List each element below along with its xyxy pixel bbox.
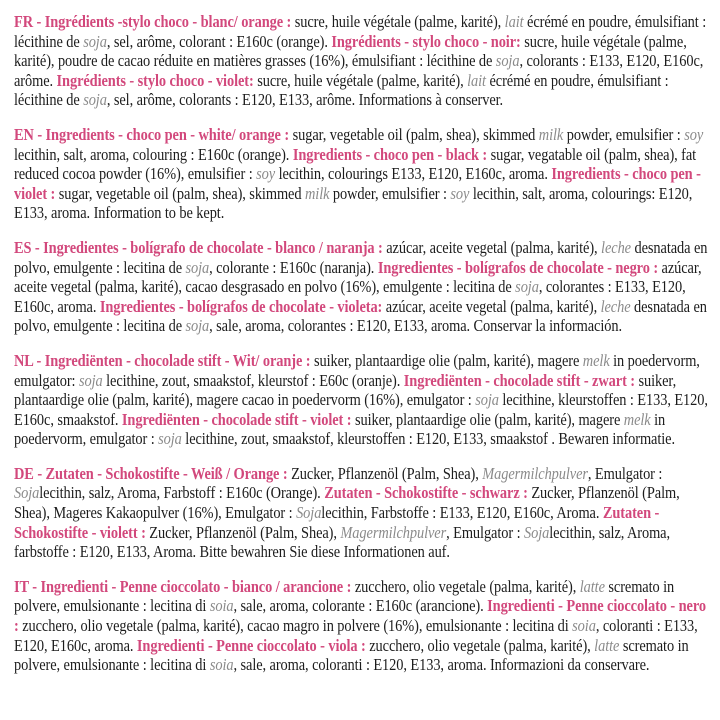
- ingredients-label: [14, 12, 708, 690]
- allergen-text: soja: [495, 51, 520, 71]
- ingredient-text: lecithine, kleurstoffen : E133, E120, E160c, smaakstof.: [14, 390, 708, 429]
- ingredient-text: lecithin, salt, aroma, colourings: E120, E133, aroma. Information to be kept.: [14, 183, 693, 223]
- ingredients-section-es: [14, 238, 708, 336]
- section-header-text: ES - Ingredientes - bolígrafo de chocolate - blanco / naranja :: [14, 237, 387, 257]
- section-header-text: Zutaten - Schokostifte - schwarz :: [324, 483, 532, 503]
- ingredient-text: sucre, huile végétale (palme, karité),: [294, 12, 505, 31]
- allergen-text: milk: [304, 183, 330, 203]
- ingredient-text: zucchero, olio vegetale (palma, karité),: [354, 576, 580, 596]
- allergen-text: soja: [83, 31, 107, 51]
- allergen-text: leche: [600, 296, 631, 316]
- ingredients-section-de: [14, 464, 708, 562]
- allergen-text: soja: [475, 390, 499, 410]
- allergen-text: soy: [256, 164, 276, 184]
- ingredient-text: desnatada en polvo, emulgente : lecitina de: [14, 296, 707, 336]
- section-header-text: Zutaten - Schokostifte - violett :: [14, 503, 660, 542]
- ingredient-text: , sale, aroma, colorantes : E120, E133, aroma. Conservar la información.: [209, 316, 622, 336]
- section-header-text: Ingredients - choco pen - black :: [292, 144, 491, 164]
- allergen-text: soia: [209, 655, 234, 675]
- ingredient-text: Zucker, Pflanzenöl (Palm, Shea),: [149, 522, 341, 542]
- section-header-text: Ingredienti - Penne cioccolato - viola :: [136, 635, 370, 655]
- ingredient-text: , coloranti : E133, E120, E160c, aroma.: [14, 616, 698, 655]
- ingredient-text: sugar, vegetable oil (palm, shea), skimmed: [292, 124, 539, 144]
- ingredient-text: lecithine, zout, smaakstof, kleurstof : E60c (oranje).: [102, 370, 404, 390]
- ingredient-text: , colorants : E133, E120, E160c, arôme.: [14, 51, 704, 90]
- ingredient-text: sucre, huile végétale (palme, karité),: [257, 70, 468, 90]
- allergen-text: lait: [467, 70, 486, 90]
- allergen-text: melk: [623, 409, 651, 429]
- allergen-text: lait: [504, 12, 524, 31]
- allergen-text: soja: [78, 370, 103, 390]
- allergen-text: latte: [579, 576, 605, 596]
- ingredient-text: desnatada en polvo, emulgente : lecitina de: [14, 237, 708, 277]
- allergen-text: soja: [515, 277, 539, 297]
- allergen-text: soy: [684, 124, 704, 144]
- ingredient-text: , sel, arôme, colorant : E160c (orange).: [106, 31, 332, 51]
- allergen-text: melk: [582, 350, 610, 370]
- allergen-text: soy: [450, 183, 470, 203]
- ingredient-text: sugar, vegatable oil (palm, shea), fat reduced cocoa powder (16%), emulsifier :: [14, 144, 697, 184]
- allergen-text: Magermilchpulver: [482, 463, 588, 483]
- ingredient-text: scremato in polvere, emulsionante : lecitina di: [14, 635, 689, 675]
- allergen-text: soia: [572, 616, 596, 636]
- section-header-text: Ingredienti - Penne cioccolato - nero :: [14, 596, 706, 636]
- ingredient-text: powder, emulsifier :: [329, 183, 451, 203]
- section-header-text: Ingrédients - stylo choco - violet:: [56, 70, 258, 90]
- ingredients-section-it: [14, 577, 708, 675]
- ingredient-text: , sel, arôme, colorants : E120, E133, arôme. Informations à conserver.: [106, 90, 504, 110]
- ingredient-text: , sale, aroma, coloranti : E120, E133, aroma. Informazioni da conservare.: [233, 655, 650, 675]
- ingredient-text: powder, emulsifier :: [563, 124, 685, 144]
- section-header-text: DE - Zutaten - Schokostifte - Weiß / Orange :: [14, 463, 292, 483]
- ingredient-text: , sale, aroma, colorante : E160c (arancione).: [233, 596, 488, 616]
- section-header-text: IT - Ingredienti - Penne cioccolato - bianco / arancione :: [14, 576, 355, 596]
- allergen-text: latte: [594, 635, 620, 655]
- ingredient-text: écrémé en poudre, émulsifiant : lécithine de: [14, 70, 669, 110]
- section-header-text: Ingredients - choco pen - violet :: [14, 164, 701, 203]
- allergen-text: soja: [158, 429, 182, 449]
- allergen-text: soja: [83, 90, 107, 110]
- section-header-text: Ingrediënten - chocolade stift - violet :: [121, 409, 355, 429]
- ingredient-text: azúcar, aceite vegetal (palma, karité), cacao desgrasado en polvo (16%), emulgente : lecitina de: [14, 257, 702, 297]
- ingredient-text: sugar, vegetable oil (palm, shea), skimmed: [58, 183, 305, 203]
- ingredient-text: , Emulgator :: [446, 522, 525, 542]
- ingredient-text: suiker, plantaardige olie (palm, karité), magere cacao in poedervorm (16%), emulgator :: [14, 370, 677, 410]
- ingredient-text: , Emulgator :: [587, 463, 663, 483]
- allergen-text: Soja: [296, 503, 322, 523]
- ingredient-text: scremato in polvere, emulsionante : lecitina di: [14, 576, 675, 616]
- allergen-text: Magermilchpulver: [340, 522, 447, 542]
- ingredient-text: lecithin, salt, aroma, colouring : E160c (orange).: [14, 144, 293, 164]
- section-header-text: EN - Ingredients - choco pen - white/ orange :: [14, 124, 293, 144]
- ingredient-text: Zucker, Pflanzenöl (Palm, Shea), Mageres Kakaopulver (16%), Emulgator :: [14, 483, 680, 523]
- section-header-text: Ingredientes - bolígrafos de chocolate - violeta:: [99, 296, 386, 316]
- allergen-text: soja: [185, 316, 210, 336]
- ingredient-text: lecithin, colourings E133, E120, E160c, aroma.: [275, 164, 552, 184]
- ingredient-text: lecithin, salz, Aroma, Farbstoff : E160c (Orange).: [39, 483, 325, 503]
- ingredient-text: zucchero, olio vegetale (palma, karité),: [369, 635, 595, 655]
- section-header-text: Ingrédients - stylo choco - noir:: [331, 31, 525, 51]
- ingredient-text: in poedervorm, emulgator :: [14, 409, 666, 449]
- allergen-text: milk: [538, 124, 564, 144]
- ingredient-text: lecithin, salz, Aroma, farbstoffe : E120, E133, Aroma. Bitte bewahren Sie diese Informationen auf.: [14, 522, 671, 562]
- ingredient-text: , colorante : E160c (naranja).: [209, 257, 378, 277]
- section-header-text: FR - Ingrédients -stylo choco - blanc/ orange :: [14, 12, 295, 31]
- ingredients-section-fr: [14, 12, 708, 110]
- ingredient-text: Zucker, Pflanzenöl (Palm, Shea),: [291, 463, 483, 483]
- allergen-text: leche: [601, 237, 631, 257]
- ingredient-text: , colorantes : E133, E120, E160c, aroma.: [14, 277, 686, 316]
- ingredient-text: écrémé en poudre, émulsifiant : lécithine de: [14, 12, 707, 51]
- section-header-text: NL - Ingrediënten - chocolade stift - Wit/ oranje :: [14, 350, 314, 370]
- ingredient-text: azúcar, aceite vegetal (palma, karité),: [385, 296, 601, 316]
- allergen-text: Soja: [524, 522, 550, 542]
- section-header-text: Ingrediënten - chocolade stift - zwart :: [403, 370, 639, 390]
- ingredient-text: in poedervorm, emulgator:: [14, 350, 700, 390]
- ingredient-text: lecithine, zout, smaakstof, kleurstoffen : E120, E133, smaakstof . Bewaren informatie.: [181, 429, 676, 449]
- ingredients-section-nl: [14, 351, 708, 449]
- section-header-text: Ingredientes - bolígrafos de chocolate - negro :: [377, 257, 662, 277]
- allergen-text: soia: [209, 596, 234, 616]
- ingredient-text: zucchero, olio vegetale (palma, karité), cacao magro in polvere (16%), emulsionante : lecitina di: [22, 616, 573, 636]
- ingredient-text: suiker, plantaardige olie (palm, karité), magere: [313, 350, 583, 370]
- ingredients-section-en: [14, 125, 708, 223]
- ingredient-text: azúcar, aceite vegetal (palma, karité),: [386, 237, 602, 257]
- allergen-text: Soja: [14, 483, 40, 503]
- ingredient-text: sucre, huile végétale (palme, karité), poudre de cacao réduite en matières grasses (16%), émulsifiant : lécithine de: [14, 31, 687, 71]
- allergen-text: soja: [185, 257, 210, 277]
- ingredient-text: suiker, plantaardige olie (palm, karité), magere: [354, 409, 624, 429]
- ingredient-text: lecithin, Farbstoffe : E133, E120, E160c, Aroma.: [321, 503, 603, 523]
